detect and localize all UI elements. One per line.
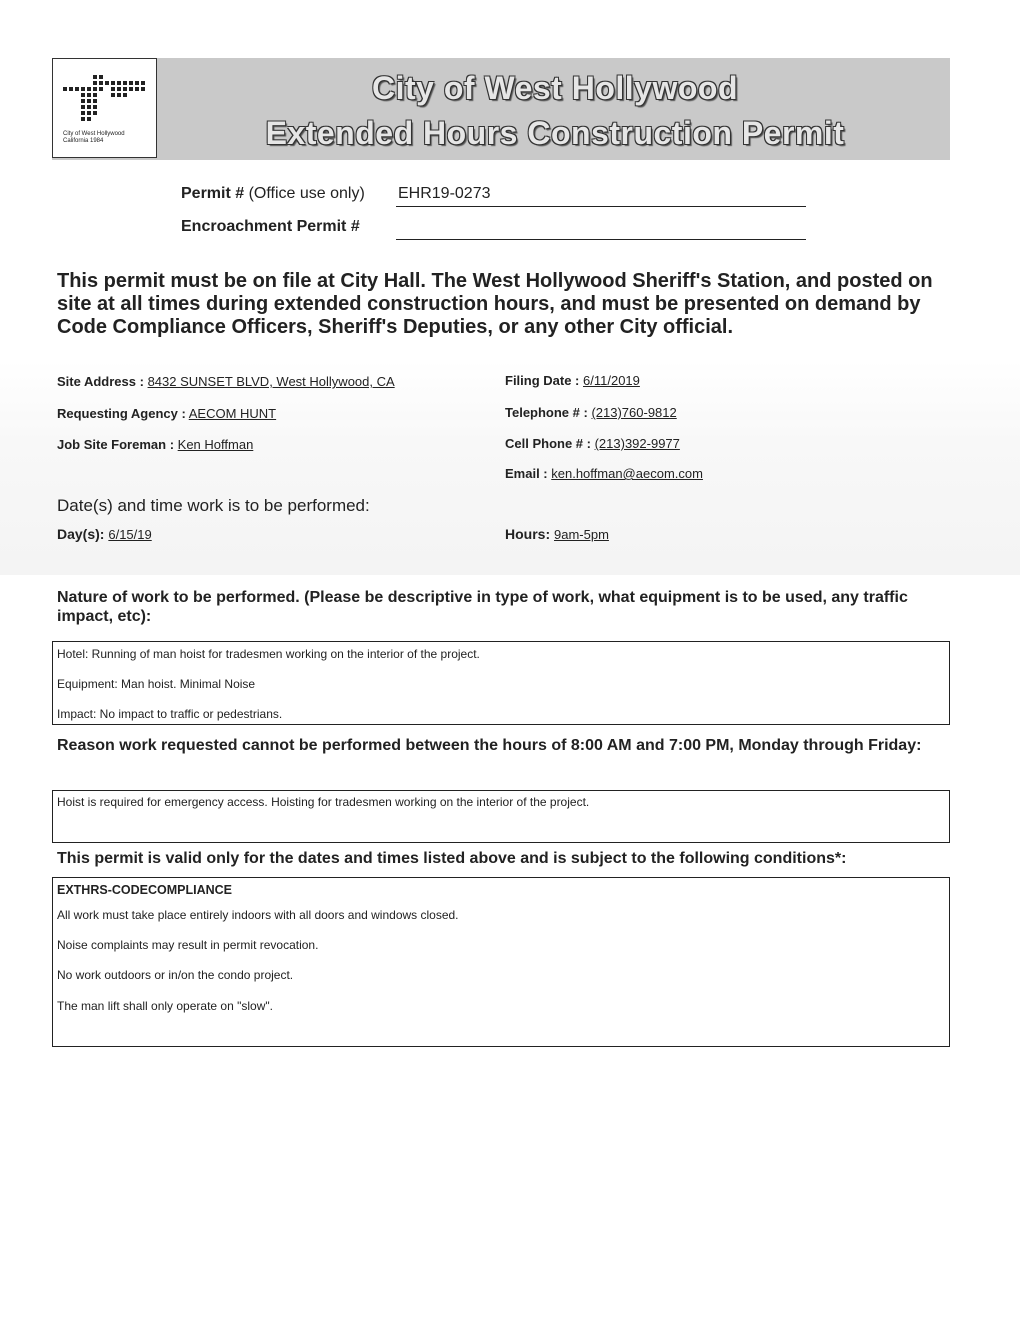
conditions-heading: This permit is valid only for the dates and times listed above and is subject to the following conditions*: bbox=[57, 850, 847, 867]
hours-value: 9am-5pm bbox=[554, 527, 609, 542]
logo-caption bbox=[63, 131, 125, 145]
days-label: Day(s): bbox=[57, 526, 105, 542]
days-row bbox=[57, 526, 152, 542]
telephone-row bbox=[505, 405, 677, 420]
reason-text: Hoist is required for emergency access. Hoisting for tradesmen working on the interior of the project. bbox=[57, 795, 590, 809]
site-address-value: 8432 SUNSET BLVD, West Hollywood, CA bbox=[147, 374, 395, 389]
encroachment-line bbox=[396, 239, 806, 240]
permit-number-value: EHR19-0273 bbox=[398, 185, 491, 202]
conditions-box bbox=[52, 877, 950, 1047]
email-label: Email : bbox=[505, 466, 548, 481]
city-logo bbox=[52, 58, 157, 158]
reason-box bbox=[52, 790, 950, 843]
email-row bbox=[505, 466, 703, 481]
site-address-label: Site Address : bbox=[57, 374, 144, 389]
condition-item: All work must take place entirely indoors with all doors and windows closed. bbox=[57, 908, 459, 922]
page-subtitle: Extended Hours Construction Permit bbox=[265, 115, 845, 151]
foreman-row bbox=[57, 437, 253, 452]
filing-date-value: 6/11/2019 bbox=[583, 373, 640, 388]
permit-number-line bbox=[396, 206, 806, 207]
notice-text: This permit must be on file at City Hall. The West Hollywood Sheriff's Station, and posted on site at all times during extended construction hours, and must be presented on demand by Code Compliance Officers, Sheriff's Deputies, or any other City official. bbox=[57, 270, 933, 338]
condition-item: No work outdoors or in/on the condo project. bbox=[57, 968, 294, 982]
condition-item: The man lift shall only operate on "slow". bbox=[57, 999, 273, 1013]
nature-line-impact: Impact: No impact to traffic or pedestrians. bbox=[57, 707, 283, 721]
schedule-heading: Date(s) and time work is to be performed: bbox=[57, 496, 370, 515]
requesting-agency-value: AECOM HUNT bbox=[188, 406, 277, 421]
encroachment-label: Encroachment Permit # bbox=[181, 218, 360, 235]
requesting-agency-row bbox=[57, 406, 276, 421]
permit-number-label bbox=[181, 185, 365, 203]
cell-phone-value: (213)392-9977 bbox=[594, 436, 680, 451]
city-logo-icon bbox=[63, 71, 149, 129]
conditions-code: EXTHRS-CODECOMPLIANCE bbox=[57, 883, 233, 897]
hours-label: Hours: bbox=[505, 526, 551, 542]
filing-date-row bbox=[505, 373, 640, 388]
telephone-value: (213)760-9812 bbox=[591, 405, 677, 420]
nature-box bbox=[52, 641, 950, 725]
foreman-value: Ken Hoffman bbox=[177, 437, 254, 452]
requesting-agency-label: Requesting Agency : bbox=[57, 406, 186, 421]
cell-phone-label: Cell Phone # : bbox=[505, 436, 591, 451]
hours-row bbox=[505, 526, 609, 542]
condition-item: Noise complaints may result in permit revocation. bbox=[57, 938, 319, 952]
permit-office-note: (Office use only) bbox=[248, 185, 365, 202]
email-value: ken.hoffman@aecom.com bbox=[551, 466, 703, 481]
nature-line-equipment: Equipment: Man hoist. Minimal Noise bbox=[57, 677, 256, 691]
logo-caption-year: California 1984 bbox=[63, 138, 104, 144]
telephone-label: Telephone # : bbox=[505, 405, 588, 420]
days-value: 6/15/19 bbox=[108, 527, 152, 542]
site-address-row bbox=[57, 374, 395, 389]
nature-line-work: Hotel: Running of man hoist for tradesmen working on the interior of the project. bbox=[57, 647, 480, 661]
nature-heading: Nature of work to be performed. (Please be descriptive in type of work, what equipment is to be used, any traffic impact, etc): bbox=[57, 589, 908, 625]
foreman-label: Job Site Foreman : bbox=[57, 437, 175, 452]
permit-label: Permit # bbox=[181, 185, 245, 202]
logo-caption-city: City of West Hollywood bbox=[63, 131, 125, 137]
reason-heading: Reason work requested cannot be performed between the hours of 8:00 AM and 7:00 PM, Monday through Friday: bbox=[57, 737, 922, 754]
cell-phone-row bbox=[505, 436, 680, 451]
filing-date-label: Filing Date : bbox=[505, 373, 580, 388]
page-title: City of West Hollywood bbox=[372, 70, 738, 106]
